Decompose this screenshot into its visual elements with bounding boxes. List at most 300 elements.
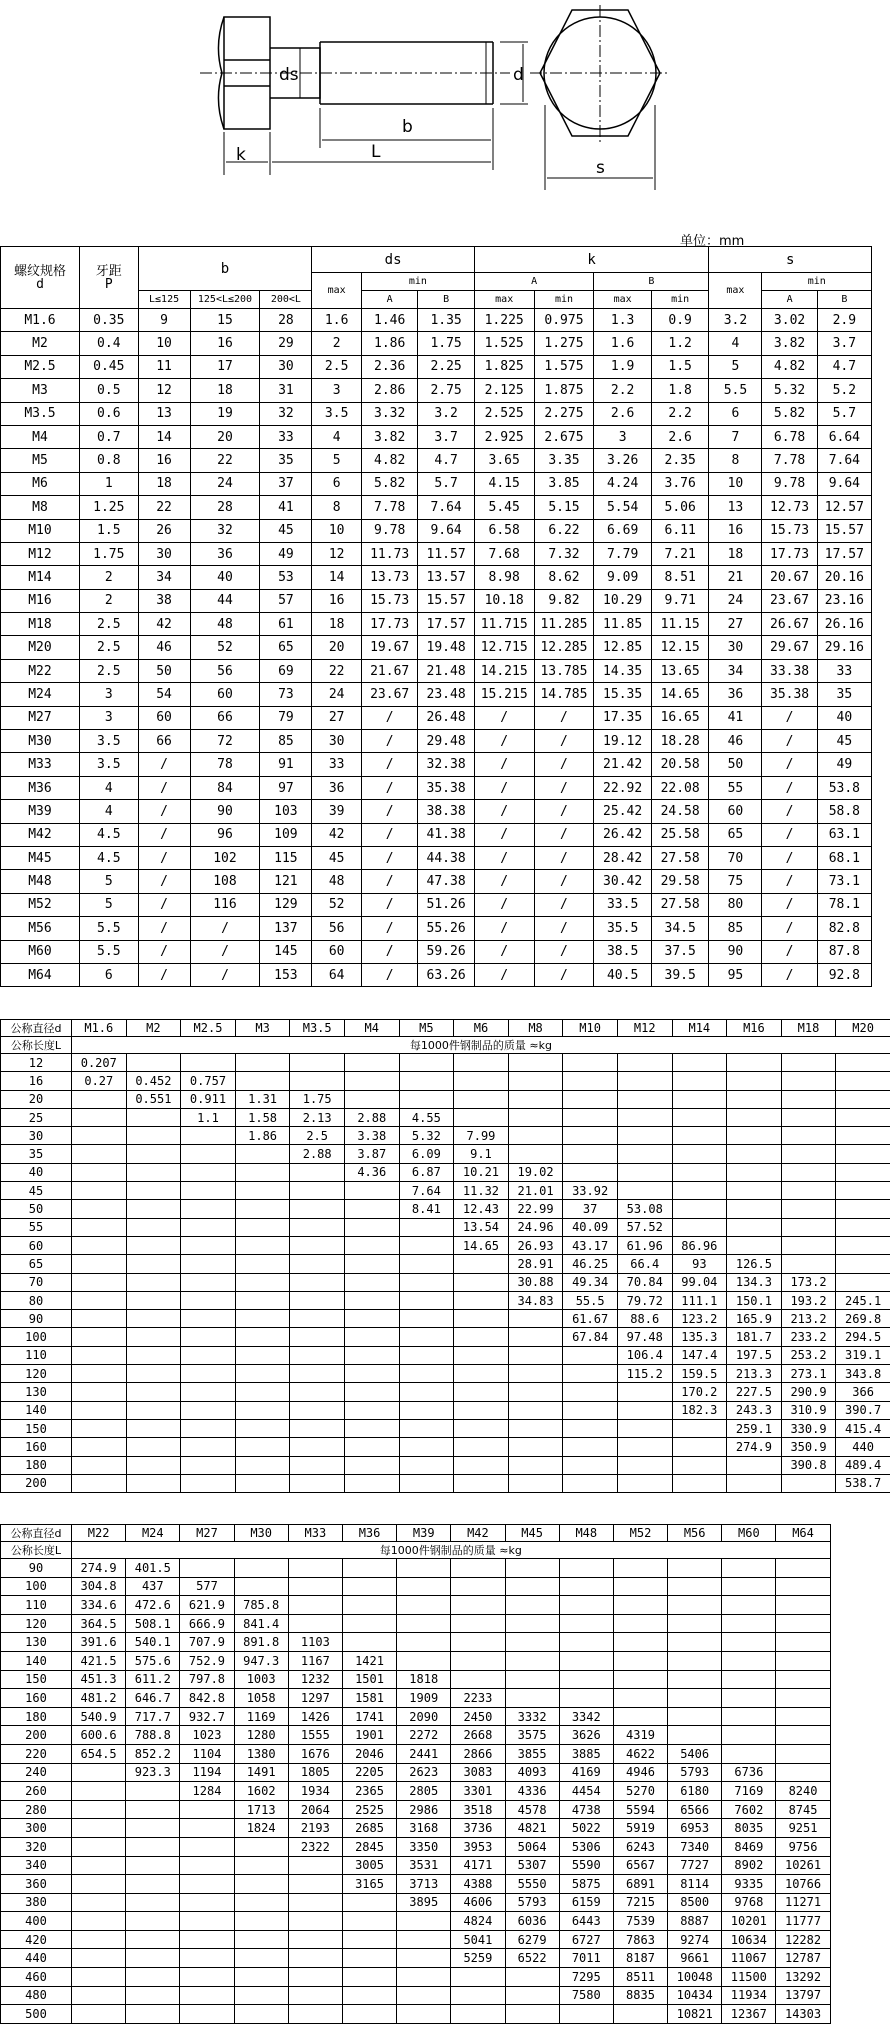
- table-cell: 53.8: [817, 776, 871, 799]
- mass-cell: 55.5: [563, 1291, 618, 1309]
- mass-cell: [722, 1689, 776, 1708]
- dim-s-label: s: [596, 158, 605, 178]
- table-row: [1, 1365, 890, 1383]
- mass-cell: 6036: [505, 1912, 559, 1931]
- table-cell: 19: [190, 402, 260, 425]
- mass-cell: 575.6: [126, 1651, 180, 1670]
- mass-cell: 0.452: [126, 1072, 181, 1090]
- mass-cell: 1501: [342, 1670, 396, 1689]
- mass-cell: [617, 1145, 672, 1163]
- mass-cell: [72, 1108, 127, 1126]
- mass-cell: 2193: [288, 1819, 342, 1838]
- mass-cell: 79.72: [617, 1291, 672, 1309]
- table-cell: 13.73: [361, 566, 417, 589]
- table-cell: 64: [312, 963, 362, 986]
- table-cell: 42: [138, 613, 190, 636]
- table-cell: 2: [79, 566, 138, 589]
- table-cell: 30: [709, 636, 762, 659]
- mass-cell: [234, 1837, 288, 1856]
- table-cell: 153: [260, 963, 312, 986]
- mass-cell: [672, 1438, 727, 1456]
- table-cell: 65: [260, 636, 312, 659]
- mass-cell: [399, 1456, 454, 1474]
- mass-cell: [399, 1054, 454, 1072]
- mass-cell: [234, 1893, 288, 1912]
- spec-cell: M6: [1, 472, 80, 495]
- table-cell: 7.78: [762, 449, 817, 472]
- mass-cell: 159.5: [672, 1365, 727, 1383]
- table-cell: 33: [260, 425, 312, 448]
- mass-cell: [126, 1456, 181, 1474]
- mass-cell: [508, 1456, 563, 1474]
- mass-cell: 93: [672, 1255, 727, 1273]
- table-cell: 11.57: [418, 542, 474, 565]
- table-cell: 5.5: [709, 379, 762, 402]
- mass-cell: 8745: [776, 1800, 830, 1819]
- mass-cell: [180, 1837, 234, 1856]
- mass-cell: 1426: [288, 1707, 342, 1726]
- mass-cell: [836, 1163, 890, 1181]
- mass-cell: 12.43: [454, 1200, 509, 1218]
- length-cell: 30: [1, 1127, 72, 1145]
- table-row: [1, 1383, 890, 1401]
- mass-cell: [451, 1986, 505, 2005]
- mass-cell: [722, 1707, 776, 1726]
- mass-cell: 5550: [505, 1875, 559, 1894]
- bolt-drawing: [0, 0, 890, 200]
- table-row: [1, 1310, 890, 1328]
- mass-cell: [397, 1912, 451, 1931]
- mass-cell: [290, 1401, 345, 1419]
- mass-cell: 6.87: [399, 1163, 454, 1181]
- mass-cell: [344, 1419, 399, 1437]
- table-cell: 1.225: [474, 309, 534, 332]
- table-row: [1, 589, 872, 612]
- mass-cell: [126, 1856, 180, 1875]
- table-cell: 90: [709, 940, 762, 963]
- diameter-header: M60: [722, 1525, 776, 1542]
- mass-cell: [399, 1346, 454, 1364]
- mass-cell: [342, 1614, 396, 1633]
- mass-cell: 9756: [776, 1837, 830, 1856]
- table-cell: 14.215: [474, 659, 534, 682]
- mass-cell: [342, 1633, 396, 1652]
- table-cell: 4.7: [418, 449, 474, 472]
- table-cell: 15.35: [594, 683, 652, 706]
- table-cell: 23.67: [361, 683, 417, 706]
- table-cell: 9.78: [361, 519, 417, 542]
- length-cell: 100: [1, 1577, 72, 1596]
- length-cell: 80: [1, 1291, 72, 1309]
- mass-cell: [617, 1182, 672, 1200]
- mass-cell: [397, 2005, 451, 2024]
- length-cell: 70: [1, 1273, 72, 1291]
- mass-cell: 3301: [451, 1782, 505, 1801]
- mass-cell: [126, 1273, 181, 1291]
- mass-cell: [508, 1090, 563, 1108]
- table-cell: 24.58: [651, 800, 709, 823]
- table-row: [1, 1255, 890, 1273]
- mass-cell: [181, 1182, 236, 1200]
- mass-cell: [617, 1474, 672, 1492]
- mass-cell: [234, 1949, 288, 1968]
- mass-cell: 4336: [505, 1782, 559, 1801]
- mass-cell: 5919: [613, 1819, 667, 1838]
- mass-cell: [727, 1474, 782, 1492]
- mass-cell: [397, 1930, 451, 1949]
- table-cell: 0.975: [534, 309, 594, 332]
- mass-cell: [126, 1182, 181, 1200]
- mass-cell: [234, 2005, 288, 2024]
- table-cell: 78.1: [817, 893, 871, 916]
- spec-cell: M64: [1, 963, 80, 986]
- mass-cell: [72, 1255, 127, 1273]
- table-cell: 14: [312, 566, 362, 589]
- mass-cell: 7863: [613, 1930, 667, 1949]
- mass-cell: [399, 1438, 454, 1456]
- mass-cell: [342, 1577, 396, 1596]
- table-row: [1, 1218, 890, 1236]
- table-cell: 0.35: [79, 309, 138, 332]
- mass-cell: [505, 1689, 559, 1708]
- mass-cell: [342, 1893, 396, 1912]
- mass-cell: [288, 1949, 342, 1968]
- table-cell: 27: [709, 613, 762, 636]
- mass-cell: 334.6: [72, 1596, 126, 1615]
- mass-cell: [559, 1596, 613, 1615]
- table-cell: 1.6: [312, 309, 362, 332]
- table-cell: 30: [138, 542, 190, 565]
- mass-cell: 7602: [722, 1800, 776, 1819]
- table-cell: 12.285: [534, 636, 594, 659]
- mass-cell: [399, 1383, 454, 1401]
- mass-cell: 4578: [505, 1800, 559, 1819]
- mass-cell: [508, 1401, 563, 1419]
- mass-cell: 66.4: [617, 1255, 672, 1273]
- mass-cell: 440: [836, 1438, 890, 1456]
- mass-cell: [722, 1744, 776, 1763]
- mass-cell: [776, 1670, 830, 1689]
- table-cell: 5.7: [817, 402, 871, 425]
- mass-cell: 61.96: [617, 1236, 672, 1254]
- mass-cell: [617, 1456, 672, 1474]
- dim-k-label: k: [236, 145, 246, 165]
- spec-cell: M39: [1, 800, 80, 823]
- mass-cell: 11777: [776, 1912, 830, 1931]
- table-cell: 3.5: [312, 402, 362, 425]
- table-cell: /: [138, 753, 190, 776]
- mass-cell: [563, 1401, 618, 1419]
- mass-cell: [727, 1054, 782, 1072]
- mass-cell: 274.9: [727, 1438, 782, 1456]
- table-row: [1, 1182, 890, 1200]
- table-cell: 1.5: [79, 519, 138, 542]
- table-cell: 2.5: [312, 355, 362, 378]
- mass-cell: 290.9: [781, 1383, 836, 1401]
- length-label: 公称长度L: [1, 1542, 72, 1559]
- mass-cell: 538.7: [836, 1474, 890, 1492]
- mass-cell: [508, 1054, 563, 1072]
- table-cell: /: [138, 800, 190, 823]
- table-cell: 5.5: [79, 917, 138, 940]
- mass-cell: [180, 2005, 234, 2024]
- table-cell: 63.1: [817, 823, 871, 846]
- mass-cell: [836, 1090, 890, 1108]
- mass-cell: [72, 1438, 127, 1456]
- table-cell: 3.26: [594, 449, 652, 472]
- mass-cell: 8035: [722, 1819, 776, 1838]
- table-row: [1, 1633, 831, 1652]
- table-cell: /: [474, 846, 534, 869]
- mass-cell: 2986: [397, 1800, 451, 1819]
- table-cell: 8.98: [474, 566, 534, 589]
- mass-cell: [235, 1182, 290, 1200]
- table-cell: 22: [190, 449, 260, 472]
- mass-cell: [344, 1255, 399, 1273]
- mass-cell: [668, 1577, 722, 1596]
- table-cell: /: [190, 940, 260, 963]
- table-cell: 2.35: [651, 449, 709, 472]
- mass-cell: 3168: [397, 1819, 451, 1838]
- mass-cell: 2233: [451, 1689, 505, 1708]
- table-cell: 72: [190, 730, 260, 753]
- table-cell: /: [138, 917, 190, 940]
- mass-cell: [72, 1968, 126, 1987]
- mass-cell: [563, 1090, 618, 1108]
- mass-cell: 646.7: [126, 1689, 180, 1708]
- mass-cell: [399, 1401, 454, 1419]
- length-cell: 140: [1, 1651, 72, 1670]
- mass-cell: 1169: [234, 1707, 288, 1726]
- table-cell: 0.9: [651, 309, 709, 332]
- mass-cell: [181, 1054, 236, 1072]
- table-cell: 35: [817, 683, 871, 706]
- length-cell: 110: [1, 1346, 72, 1364]
- length-cell: 55: [1, 1218, 72, 1236]
- mass-cell: 6522: [505, 1949, 559, 1968]
- mass-cell: 134.3: [727, 1273, 782, 1291]
- mass-cell: [126, 1145, 181, 1163]
- mass-cell: [344, 1365, 399, 1383]
- table-cell: 33.5: [594, 893, 652, 916]
- table-cell: 96: [190, 823, 260, 846]
- mass-cell: 1491: [234, 1763, 288, 1782]
- table-cell: 38: [138, 589, 190, 612]
- mass-cell: 9335: [722, 1875, 776, 1894]
- table-cell: 26.67: [762, 613, 817, 636]
- table-row: [1, 753, 872, 776]
- mass-cell: [617, 1401, 672, 1419]
- diameter-header: M52: [613, 1525, 667, 1542]
- mass-cell: [563, 1474, 618, 1492]
- mass-cell: 1023: [180, 1726, 234, 1745]
- diameter-header: M30: [234, 1525, 288, 1542]
- mass-cell: 5.32: [399, 1127, 454, 1145]
- mass-cell: 28.91: [508, 1255, 563, 1273]
- header-ds-B: B: [418, 291, 474, 309]
- mass-cell: [72, 1328, 127, 1346]
- table-cell: 15: [190, 309, 260, 332]
- table-cell: 17.73: [361, 613, 417, 636]
- mass-cell: [344, 1474, 399, 1492]
- mass-cell: [126, 1837, 180, 1856]
- mass-cell: [235, 1200, 290, 1218]
- mass-cell: 1058: [234, 1689, 288, 1708]
- table-cell: 46: [138, 636, 190, 659]
- mass-cell: 8902: [722, 1856, 776, 1875]
- table-cell: 1.825: [474, 355, 534, 378]
- mass-cell: [668, 1670, 722, 1689]
- table-cell: 3.7: [817, 332, 871, 355]
- table-cell: 35.38: [418, 776, 474, 799]
- table-cell: 5.32: [762, 379, 817, 402]
- mass-cell: [613, 1596, 667, 1615]
- diameter-header: M24: [126, 1525, 180, 1542]
- mass-cell: 5793: [668, 1763, 722, 1782]
- mass-cell: 0.551: [126, 1090, 181, 1108]
- mass-cell: [781, 1182, 836, 1200]
- mass-cell: [776, 1651, 830, 1670]
- mass-cell: 2322: [288, 1837, 342, 1856]
- mass-cell: [617, 1054, 672, 1072]
- mass-cell: 10821: [668, 2005, 722, 2024]
- mass-cell: [72, 1365, 127, 1383]
- mass-cell: 350.9: [781, 1438, 836, 1456]
- table-cell: 16: [312, 589, 362, 612]
- mass-cell: [613, 2005, 667, 2024]
- mass-cell: [508, 1365, 563, 1383]
- mass-cell: 1104: [180, 1744, 234, 1763]
- table-cell: 26: [138, 519, 190, 542]
- mass-cell: [181, 1383, 236, 1401]
- mass-cell: 842.8: [180, 1689, 234, 1708]
- table-cell: 56: [190, 659, 260, 682]
- mass-cell: 3736: [451, 1819, 505, 1838]
- mass-cell: [288, 1912, 342, 1931]
- table-row: [1, 1875, 831, 1894]
- table-cell: /: [762, 753, 817, 776]
- mass-cell: 841.4: [234, 1614, 288, 1633]
- mass-cell: 273.1: [781, 1365, 836, 1383]
- mass-cell: 343.8: [836, 1365, 890, 1383]
- table-cell: 27.58: [651, 893, 709, 916]
- table-row: [1, 1893, 831, 1912]
- table-cell: 103: [260, 800, 312, 823]
- mass-cell: [672, 1090, 727, 1108]
- table-cell: 115: [260, 846, 312, 869]
- table-cell: 4.24: [594, 472, 652, 495]
- table-cell: 51.26: [418, 893, 474, 916]
- table-cell: 3.82: [361, 425, 417, 448]
- mass-cell: [397, 1949, 451, 1968]
- table-cell: 10.29: [594, 589, 652, 612]
- table-row: [1, 1856, 831, 1875]
- mass-cell: 9661: [668, 1949, 722, 1968]
- table-row: [1, 1912, 831, 1931]
- table-cell: /: [534, 753, 594, 776]
- diameter-header: M3: [235, 1020, 290, 1037]
- mass-cell: 5259: [451, 1949, 505, 1968]
- table-cell: 47.38: [418, 870, 474, 893]
- mass-cell: [454, 1383, 509, 1401]
- table-cell: 9.64: [418, 519, 474, 542]
- mass-cell: [454, 1108, 509, 1126]
- diameter-header: M1.6: [72, 1020, 127, 1037]
- mass-cell: [776, 1744, 830, 1763]
- table-row: [1, 613, 872, 636]
- mass-cell: [505, 1596, 559, 1615]
- table-row: [1, 1782, 831, 1801]
- mass-cell: 4319: [613, 1726, 667, 1745]
- table-cell: 70: [709, 846, 762, 869]
- table-cell: 4.5: [79, 846, 138, 869]
- mass-cell: [563, 1383, 618, 1401]
- mass-cell: [559, 1689, 613, 1708]
- table-cell: 5.2: [817, 379, 871, 402]
- mass-cell: 181.7: [727, 1328, 782, 1346]
- table-row: [1, 1328, 890, 1346]
- mass-cell: [126, 1200, 181, 1218]
- mass-cell: 13292: [776, 1968, 830, 1987]
- mass-cell: 0.757: [181, 1072, 236, 1090]
- mass-cell: [781, 1090, 836, 1108]
- mass-cell: [563, 1365, 618, 1383]
- mass-cell: [505, 2005, 559, 2024]
- mass-cell: [613, 1633, 667, 1652]
- mass-cell: [126, 1819, 180, 1838]
- mass-cell: 7295: [559, 1968, 613, 1987]
- mass-cell: 6180: [668, 1782, 722, 1801]
- table-cell: 55: [709, 776, 762, 799]
- length-cell: 100: [1, 1328, 72, 1346]
- table-row: [1, 1930, 831, 1949]
- table-cell: 39: [312, 800, 362, 823]
- table-cell: 17.73: [762, 542, 817, 565]
- spec-cell: M3: [1, 379, 80, 402]
- table-cell: /: [762, 823, 817, 846]
- mass-cell: 2.88: [290, 1145, 345, 1163]
- table-cell: /: [762, 846, 817, 869]
- mass-cell: [235, 1328, 290, 1346]
- mass-cell: [399, 1273, 454, 1291]
- table-cell: 50: [138, 659, 190, 682]
- table-cell: 25.42: [594, 800, 652, 823]
- mass-cell: [505, 1577, 559, 1596]
- table-cell: 34: [709, 659, 762, 682]
- mass-cell: 1380: [234, 1744, 288, 1763]
- mass-cell: [126, 1930, 180, 1949]
- mass-cell: 1297: [288, 1689, 342, 1708]
- table-cell: 8.51: [651, 566, 709, 589]
- length-cell: 40: [1, 1163, 72, 1181]
- table-cell: 18: [190, 379, 260, 402]
- mass-cell: [288, 1614, 342, 1633]
- mass-cell: 10.21: [454, 1163, 509, 1181]
- table-row: [1, 730, 872, 753]
- table-row: [1, 1559, 831, 1578]
- mass-cell: [505, 1670, 559, 1689]
- table-cell: /: [190, 963, 260, 986]
- table-cell: 1.86: [361, 332, 417, 355]
- table-cell: 7: [709, 425, 762, 448]
- dim-b-label: b: [402, 117, 413, 137]
- table-cell: 3.32: [361, 402, 417, 425]
- mass-cell: 5022: [559, 1819, 613, 1838]
- table-cell: /: [361, 753, 417, 776]
- mass-cell: 259.1: [727, 1419, 782, 1437]
- table-cell: /: [474, 776, 534, 799]
- mass-table-large-body: [1, 1559, 831, 2024]
